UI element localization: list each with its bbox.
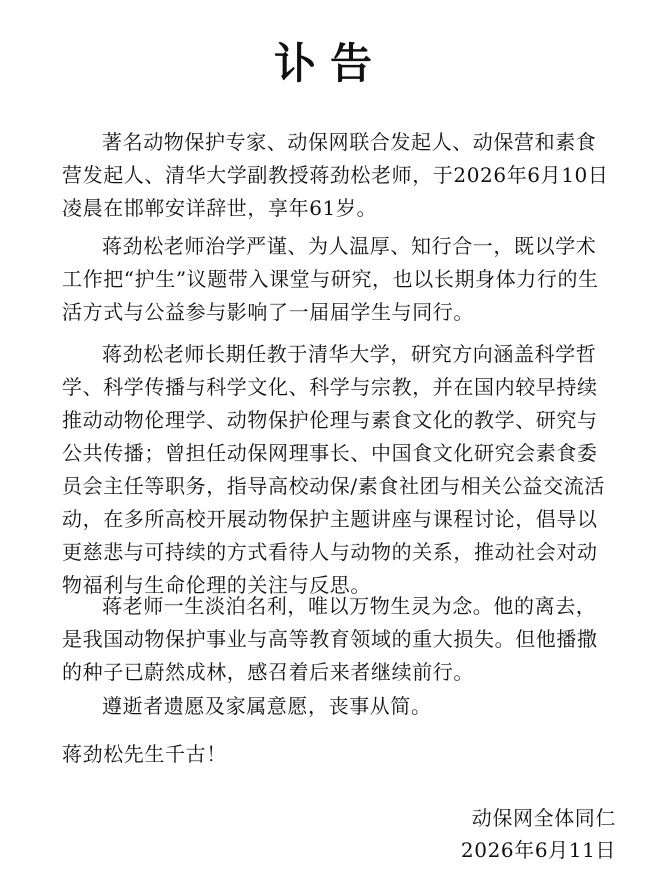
- paragraph-funeral-arrangement: 遵逝者遗愿及家属意愿，丧事从简。: [102, 694, 432, 718]
- paragraph-tribute: 蒋老师一生淡泊名利，唯以万物生灵为念。他的离去，是我国动物保护事业与高等教育领域的重大损失。但他播撒的种子已蔚然成林，感召着后来者继续前行。: [62, 594, 598, 684]
- paragraph-character: 蒋劲松老师治学严谨、为人温厚、知行合一，既以学术工作把“护生”议题带入课堂与研究，也以长期身体力行的生活方式与公益参与影响了一届届学生与同行。: [62, 234, 599, 324]
- paragraph-career: 蒋劲松老师长期任教于清华大学，研究方向涵盖科学哲学、科学传播与科学文化、科学与宗教，并在国内较早持续推动动物伦理学、动物保护伦理与素食文化的教学、研究与公共传播；曾担任动保网理事长、中国食文化研究会素食委员会主任等职务，指导高校动保/素食社团与相关公益交流活动，在多所高校开展动物保护主题讲座与课程讨论，倡导以更慈悲与可持续的方式看待人与动物的关系，推动社会对动物福利与生命伦理的关注与反思。: [62, 342, 605, 597]
- page-title: 讣告: [273, 39, 386, 88]
- signature-organization: 动保网全体同仁: [471, 806, 616, 830]
- signature-date: 2026年6月11日: [460, 838, 616, 862]
- paragraph-announcement: 著名动物保护专家、动保网联合发起人、动保营和素食营发起人、清华大学副教授蒋劲松老师，于2026年6月10日凌晨在邯郸安详辞世，享年61岁。: [62, 130, 609, 220]
- farewell-line: 蒋劲松先生千古！: [62, 742, 227, 766]
